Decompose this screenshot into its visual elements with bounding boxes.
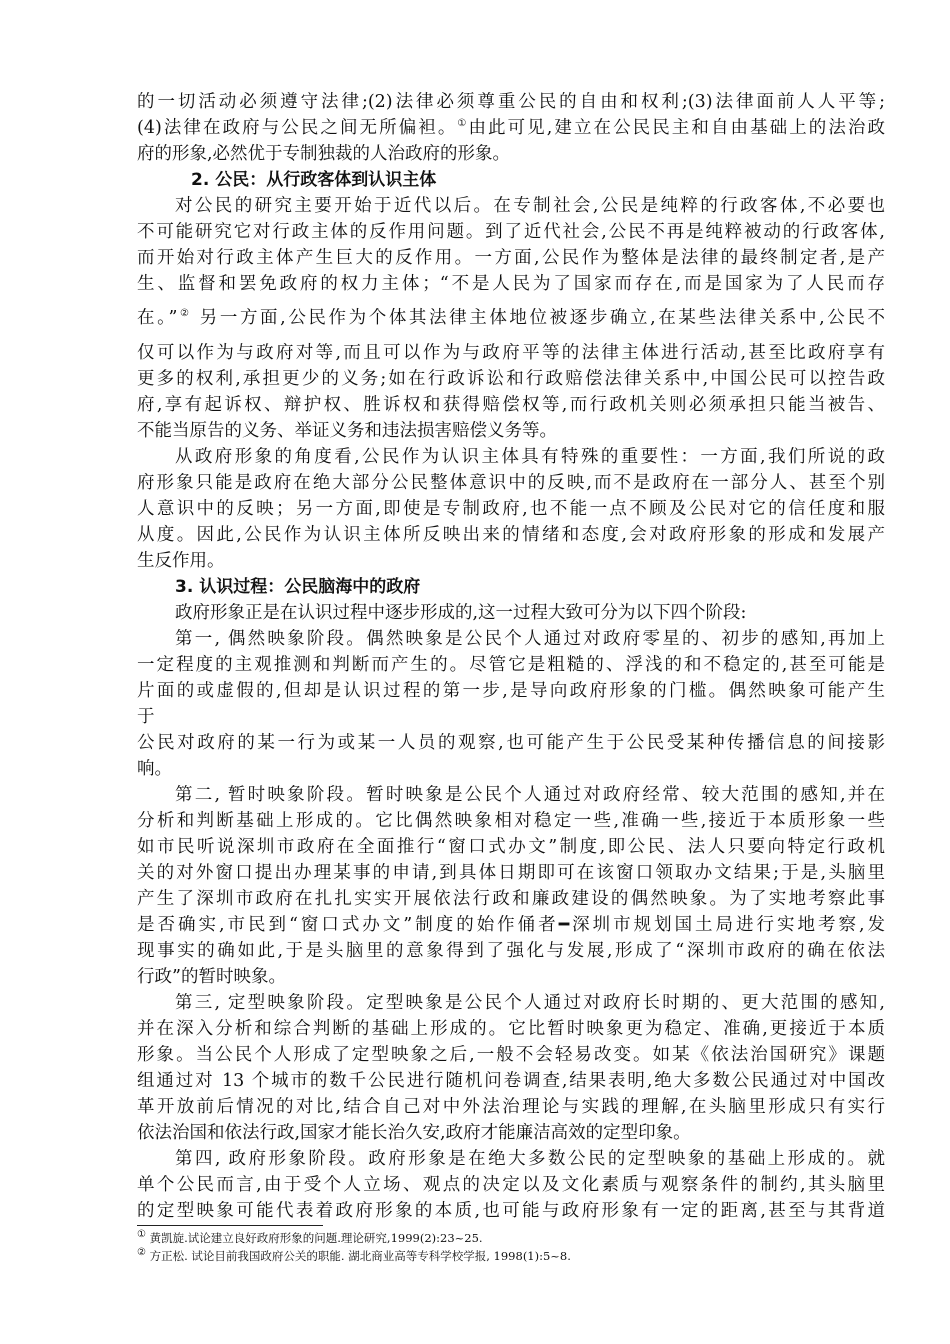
body-line <box>137 305 885 331</box>
body-line: 一定程度的主观推测和判断而产生的。尽管它是粗糙的、浮浅的和不稳定的,甚至可能是 <box>137 655 885 675</box>
body-text: 另一方面,公民作为个体其法律主体地位被逐步确立,在某些法律关系中,公民不 <box>191 308 885 328</box>
footnote-mark: ① <box>137 1229 146 1241</box>
body-line <box>137 115 885 141</box>
footnote-separator <box>137 1225 323 1226</box>
body-line: 人意识中的反映；另一方面,即使是专制政府,也不能一点不顾及公民对它的信任度和服 <box>137 499 885 519</box>
body-line: 于 <box>137 707 155 727</box>
body-line: 的定型映象可能代表着政府形象的本质,也可能与政府形象有一定的距离,甚至与其背道 <box>137 1201 885 1221</box>
footnote-text: 方正松. 试论目前我国政府公关的职能. 湖北商业高等专科学校学报, 1998(1):5~8. <box>145 1249 571 1263</box>
body-line: 第四, 政府形象阶段。政府形象是在绝大多数公民的定型映象的基础上形成的。就 <box>175 1149 885 1169</box>
body-line: 不能当原告的义务、举证义务和违法损害赔偿义务等。 <box>137 421 557 441</box>
body-line: 现事实的确如此,于是头脑里的意象得到了强化与发展,形成了“深圳市政府的确在依法 <box>137 941 885 961</box>
footnote <box>137 1248 571 1264</box>
body-line: 是否确实,市民到“窗口式办文”制度的始作俑者━深圳市规划国土局进行实地考察,发 <box>137 915 885 935</box>
body-line: 产生了深圳市政府在扎扎实实开展依法行政和廉政建设的偶然映象。为了实地考察此事 <box>137 889 885 909</box>
body-line: 并在深入分析和综合判断的基础上形成的。它比暂时映象更为稳定、准确,更接近于本质 <box>137 1019 885 1039</box>
footnote-text: 黄凯旋.试论建立良好政府形象的问题.理论研究,1999(2):23~25. <box>145 1231 483 1245</box>
body-text: (4)法律在政府与公民之间无所偏袒。 <box>137 118 458 138</box>
body-line: 更多的权利,承担更少的义务;如在行政诉讼和行政赔偿法律关系中,中国公民可以控告政 <box>137 369 885 389</box>
body-line: 革开放前后情况的对比,结合自己对中外法治理论与实践的理解,在头脑里形成只有实行 <box>137 1097 885 1117</box>
body-line: 府的形象,必然优于专制独裁的人治政府的形象。 <box>137 144 511 164</box>
body-line: 响。 <box>137 759 172 779</box>
body-line: 的一切活动必须遵守法律;(2)法律必须尊重公民的自由和权利;(3)法律面前人人平等; <box>137 92 885 112</box>
body-line: 从政府形象的角度看,公民作为认识主体具有特殊的重要性：一方面,我们所说的政 <box>175 447 885 467</box>
body-line: 不可能研究它对行政主体的反作用问题。到了近代社会,公民不再是纯粹被动的行政客体, <box>137 222 885 242</box>
body-line: 如市民听说深圳市政府在全面推行“窗口式办文”制度,即公民、法人只要向特定行政机 <box>137 837 885 857</box>
body-line: 府形象只能是政府在绝大部分公民整体意识中的反映,而不是政府在一部分人、甚至个别 <box>137 473 885 493</box>
body-line: 第一, 偶然映象阶段。偶然映象是公民个人通过对政府零星的、初步的感知,再加上 <box>175 629 885 649</box>
body-line: 行政”的暂时映象。 <box>137 967 286 987</box>
footnote-mark: ② <box>137 1247 146 1259</box>
body-line: 府,享有起诉权、辩护权、胜诉权和获得赔偿权等,而行政机关则必须承担只能当被告、 <box>137 395 885 415</box>
body-line: 单个公民而言,由于受个人立场、观点的决定以及文化素质与观察条件的制约,其头脑里 <box>137 1175 885 1195</box>
body-line: 组通过对 13 个城市的数千公民进行随机问卷调查,结果表明,绝大多数公民通过对中国改 <box>137 1071 885 1091</box>
body-line: 仅可以作为与政府对等,而且可以作为与政府平等的法律主体进行活动,甚至比政府享有 <box>137 343 885 363</box>
body-line: 形象。当公民个人形成了定型映象之后,一般不会轻易改变。如某《依法治国研究》课题 <box>137 1045 885 1065</box>
body-line: 对公民的研究主要开始于近代以后。在专制社会,公民是纯粹的行政客体,不必要也 <box>175 196 885 216</box>
body-line: 生、监督和罢免政府的权力主体；“不是人民为了国家而存在,而是国家为了人民而存 <box>137 274 885 294</box>
body-line: 关的对外窗口提出办理某事的申请,到具体日期即可在该窗口领取办文结果;于是,头脑里 <box>137 863 885 883</box>
body-line: 第二, 暂时映象阶段。暂时映象是公民个人通过对政府经常、较大范围的感知,并在 <box>175 785 885 805</box>
body-text: 在。” <box>137 308 178 328</box>
footnote <box>137 1230 483 1246</box>
body-line: 从度。因此,公民作为认识主体所反映出来的情绪和态度,会对政府形象的形成和发展产 <box>137 525 885 545</box>
body-line: 分析和判断基础上形成的。它比偶然映象相对稳定一些,准确一些,接近于本质形象一些 <box>137 811 885 831</box>
body-line: 依法治国和依法行政,国家才能长治久安,政府才能廉洁高效的定型印象。 <box>137 1123 691 1143</box>
body-line: 生反作用。 <box>137 551 225 571</box>
section-heading: 2. 公民：从行政客体到认识主体 <box>191 170 437 190</box>
body-line: 政府形象正是在认识过程中逐步形成的,这一过程大致可分为以下四个阶段: <box>175 603 747 623</box>
footnote-marker[interactable]: ① <box>457 118 469 130</box>
body-line: 第三, 定型映象阶段。定型映象是公民个人通过对政府长时期的、更大范围的感知, <box>175 993 885 1013</box>
footnote-marker[interactable]: ② <box>177 308 192 320</box>
body-line: 片面的或虚假的,但却是认识过程的第一步,是导向政府形象的门槛。偶然映象可能产生 <box>137 681 885 701</box>
body-line: 公民对政府的某一行为或某一人员的观察,也可能产生于公民受某种传播信息的间接影 <box>137 733 885 753</box>
body-text: 由此可见,建立在公民民主和自由基础上的法治政 <box>468 118 886 138</box>
section-heading: 3. 认识过程：公民脑海中的政府 <box>175 577 421 597</box>
body-line: 而开始对行政主体产生巨大的反作用。一方面,公民作为整体是法律的最终制定者,是产 <box>137 248 885 268</box>
